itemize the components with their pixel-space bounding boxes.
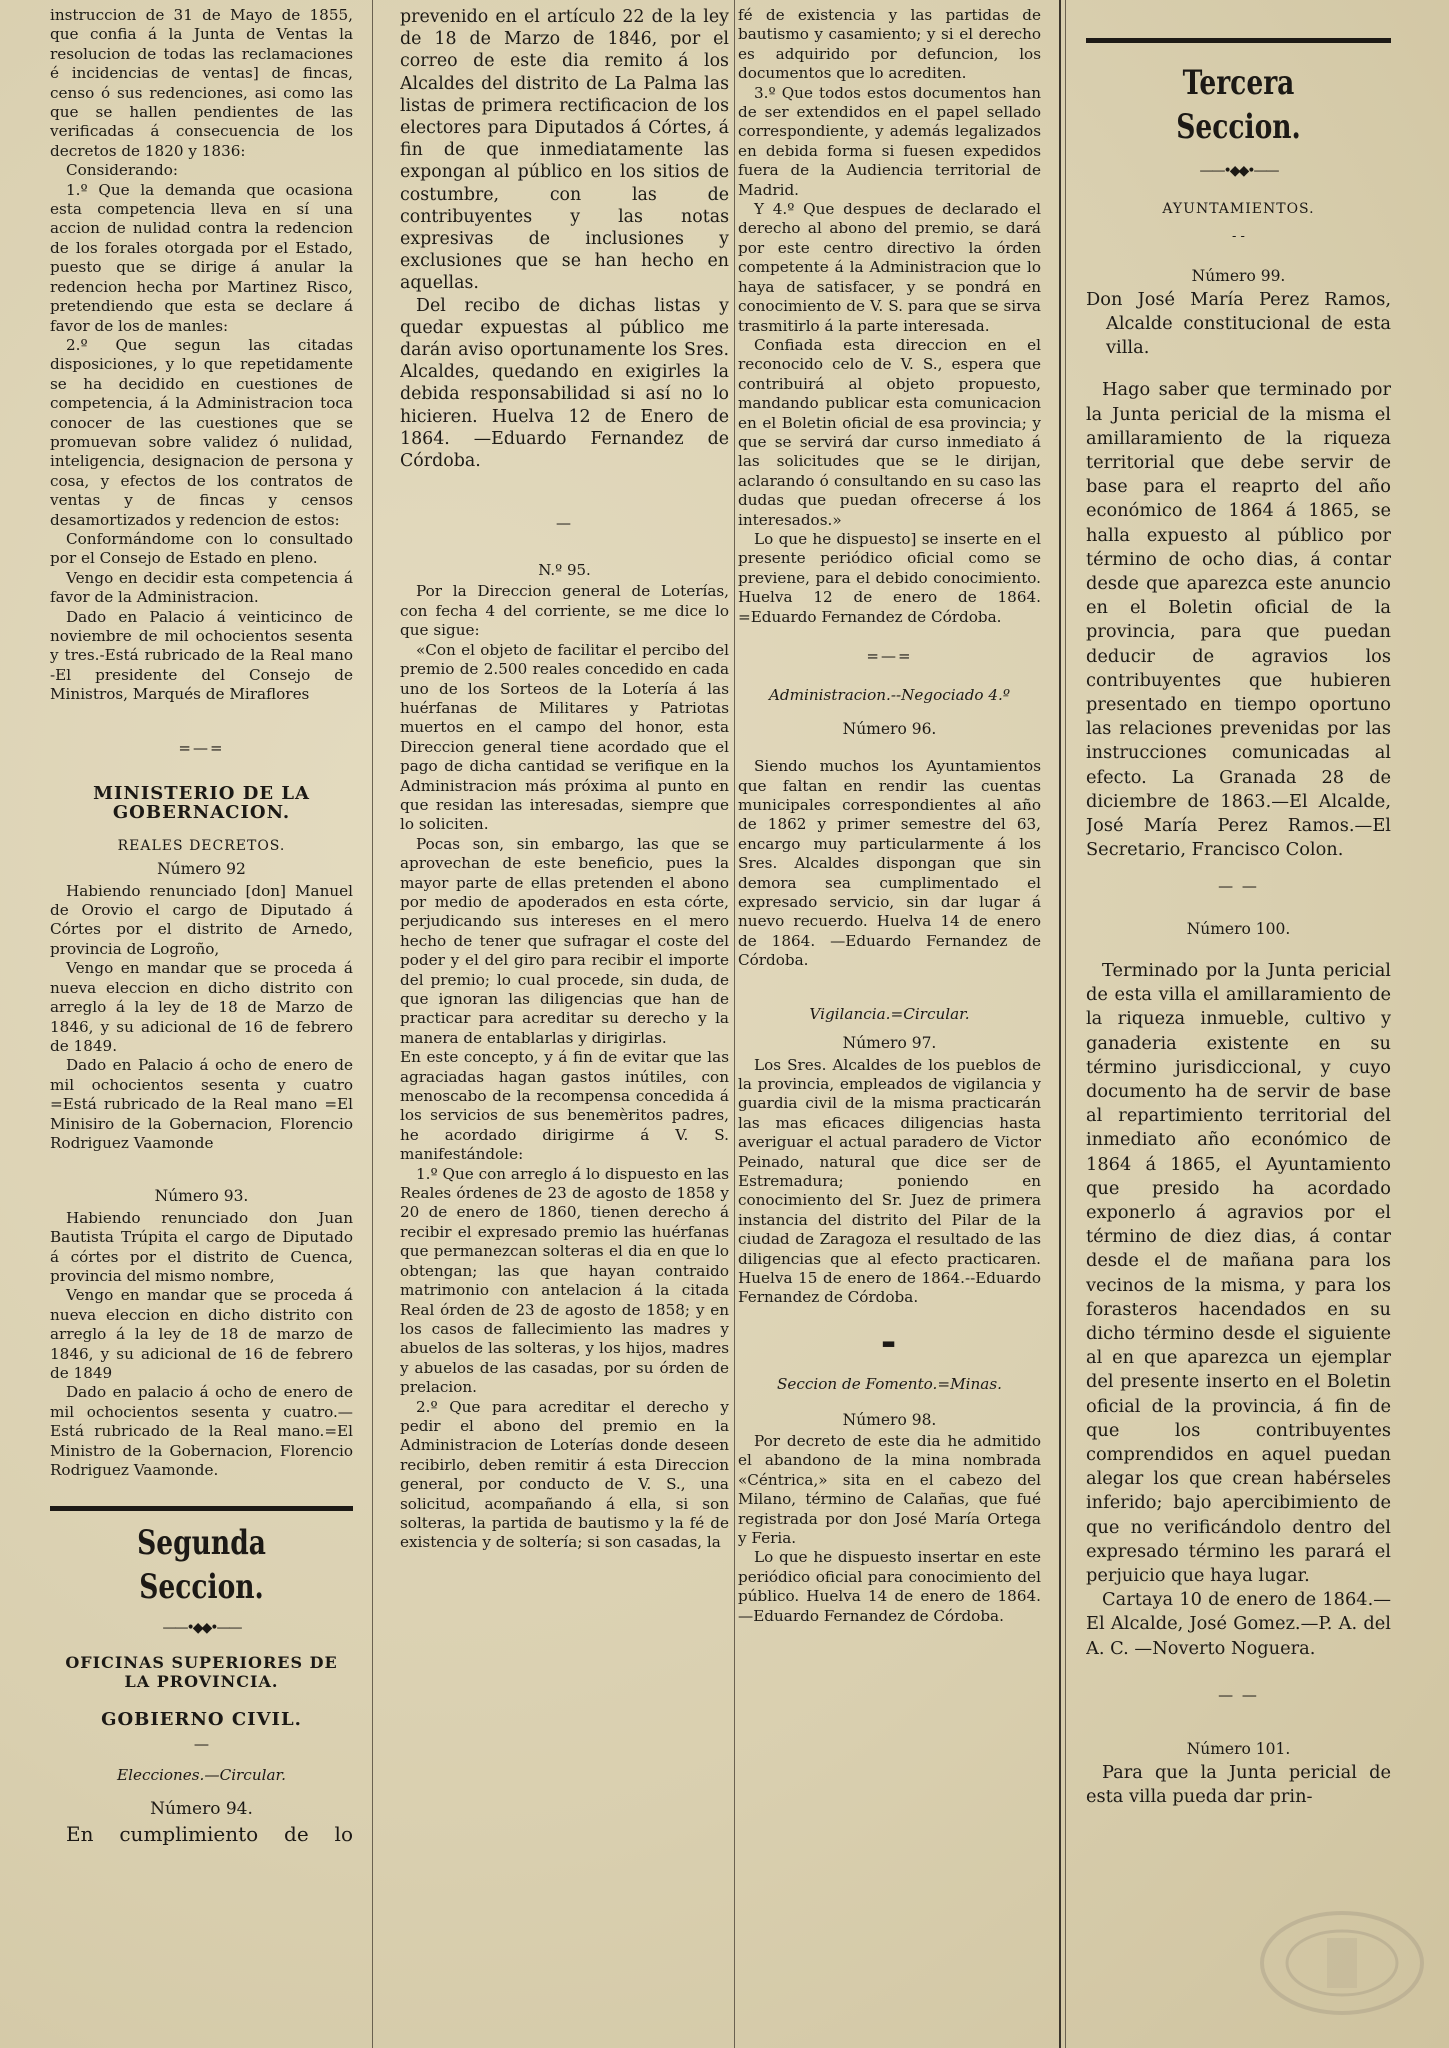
separator: - - bbox=[1232, 229, 1245, 245]
paragraph: 3.º Que todos estos documentos han de ser extendidos en el papel sellado correspondiente, y además legalizados en debida forma si fuesen expedidos fuera de la Audiencia territorial de Madrid. bbox=[738, 83, 1041, 199]
separator: ▬ bbox=[881, 1333, 898, 1352]
separator: — — bbox=[1218, 1685, 1259, 1704]
paragraph: 1.º Que con arreglo á lo dispuesto en las Reales órdenes de 23 de agosto de 1858 y 20 de enero de 1860, tienen derecho á recibir el expresado premio las huérfanas que permanezcan solteras el dia en que lo obtengan; las que hayan contraido matrimonio con antelacion á la citada Real órden de 23 de agosto de 1858; y en los casos de fallecimiento las madres y abuelos de las solteras, y los hijos, madres y abuelos de las casadas, por su órden de prelacion. bbox=[400, 1164, 729, 1397]
subsection-heading: Administracion.--Negociado 4.º bbox=[768, 686, 1011, 705]
paragraph: Vengo en mandar que se proceda á nueva eleccion en dicho distrito con arreglo á la ley de 18 de marzo de 1846, y su adicional de 16 de febrero de 1849 bbox=[50, 1286, 353, 1382]
ornament: ——•◆◆•—— bbox=[1199, 163, 1278, 179]
separator: =—= bbox=[178, 738, 225, 757]
subsection-heading: Vigilancia.=Circular. bbox=[809, 1004, 970, 1023]
paragraph: En cumplimiento de lo bbox=[66, 1822, 353, 1847]
paragraph: Lo que he dispuesto insertar en este periódico oficial para conocimiento del público. Huelva 14 de enero de 1864. —Eduardo Fernandez de Córdoba. bbox=[738, 1548, 1041, 1625]
paragraph: Terminado por la Junta pericial de esta villa el amillaramiento de la riqueza inmueble, cultivo y ganaderia existente en su término jurisdiccional, y cuyo documento ha de servir de base al repartimiento territorial del inmediato año económico de 1864 á 1865, el Ayuntamiento que presido ha acordado exponerlo á agravios por el término de diez dias, á contar desde el de mañana para los vecinos de la misma, y para los forasteros hacendados en su dicho término desde el siguiente al en que aparezca un ejemplar del presente inserto en el Boletin oficial de la provincia, á fin de que los contribuyentes comprendidos en aquel puedan alegar los que crean habérseles inferido; bajo apercibimiento de que no verificándolo dentro del expresado término les parará el perjuicio que haya lugar. bbox=[1086, 959, 1391, 1586]
paragraph: Habiendo renunciado [don] Manuel de Orovio el cargo de Diputado á Córtes por el distrito de Arnedo, provincia de Logroño, bbox=[50, 881, 353, 958]
separator: — — bbox=[1218, 877, 1259, 896]
library-stamp bbox=[1257, 1908, 1427, 2018]
paragraph: Y 4.º Que despues de declarado el derecho al abono del premio, se dará por este centro directivo la órden competente á la Administracion que lo haya de satisfacer, y se pondrá en conocimiento de V. S. para que se sirva trasmitirlo á la parte interesada. bbox=[738, 200, 1041, 335]
item-number: Número 100. bbox=[1186, 919, 1291, 938]
column-4 bbox=[1086, 6, 1391, 2042]
column-2 bbox=[400, 6, 729, 2042]
paragraph: Conformándome con lo consultado por el Consejo de Estado en pleno. bbox=[50, 529, 353, 568]
item-number: Número 98. bbox=[842, 1410, 937, 1429]
item-number: Número 99. bbox=[1191, 266, 1286, 285]
column-rule bbox=[372, 0, 373, 2048]
item-number: Número 96. bbox=[842, 719, 937, 738]
paragraph: Habiendo renunciado don Juan Bautista Trúpita el cargo de Diputado á córtes por el distrito de Cuenca, provincia del mismo nombre, bbox=[50, 1208, 353, 1285]
item-number: Número 94. bbox=[150, 1798, 253, 1819]
paragraph: Del recibo de dichas listas y quedar expuestas al público me darán aviso oportunamente los Sres. Alcaldes, quedando en exigirles la debida responsabilidad si así no lo hicieren. Huelva 12 de Enero de 1864. —Eduardo Fernandez de Córdoba. bbox=[400, 295, 729, 472]
offices-heading: OFICINAS SUPERIORES DE LA PROVINCIA. bbox=[65, 1652, 338, 1692]
paragraph: Por la Direccion general de Loterías, con fecha 4 del corriente, se me dice lo que sigue: bbox=[400, 582, 729, 640]
paragraph: Dado en palacio á ocho de enero de mil ochocientos sesenta y cuatro.—Está rubricado de la Real mano.=El Ministro de la Gobernacion, Florencio Rodriguez Vaamonde. bbox=[50, 1383, 353, 1480]
paragraph: Por decreto de este dia he admitido el abandono de la mina nombrada «Céntrica,» sita en el cabezo del Milano, término de Calañas, que fué registrada por don José María Ortega y Feria. bbox=[738, 1432, 1041, 1548]
column-rule bbox=[1065, 0, 1066, 2048]
paragraph: Don José María Perez Ramos, Alcalde constitucional de esta villa. bbox=[1086, 288, 1391, 359]
paragraph: Vengo en mandar que se proceda á nueva eleccion en dicho distrito con arreglo á la ley de 18 de Marzo de 1846, y su adicional de 16 de febrero de 1849. bbox=[50, 959, 353, 1055]
paragraph: Vengo en decidir esta competencia á favor de la Administracion. bbox=[50, 568, 353, 607]
paragraph: Hago saber que terminado por la Junta pericial de la misma el amillaramiento de la riqueza territorial que debe servir de base para el reaprto del año económico de 1864 á 1865, se halla expuesto al público por término de ocho dias, á contar desde que aparezca este anuncio en el Boletin oficial de la provincia, para que puedan deducir de agravios los contribuyentes que hubieren presentado en tiempo oportuno las relaciones prevenidas por las instrucciones comunicadas al efecto. La Granada 28 de diciembre de 1863.—El Alcalde, José María Perez Ramos.—El Secretario, Francisco Colon. bbox=[1086, 379, 1391, 861]
paragraph: Cartaya 10 de enero de 1864.—El Alcalde, José Gomez.—P. A. del A. C. —Noverto Noguera. bbox=[1086, 1589, 1391, 1659]
column-3 bbox=[738, 6, 1041, 2042]
ornament: ——•◆◆•—— bbox=[162, 1620, 241, 1637]
paragraph: prevenido en el artículo 22 de la ley de 18 de Marzo de 1846, por el correo de este dia remito á los Alcaldes del distrito de La Palma las listas de primera rectificacion de los electores para Diputados á Córtes, á fin de que inmediatamente las expongan al público en los sitios de costumbre, con las de contribuyentes y las notas expresivas de inclusiones y exclusiones que se han hecho en aquellas. bbox=[400, 7, 729, 294]
paragraph: Dado en Palacio á veinticinco de noviembre de mil ochocientos sesenta y tres.-Está rubricado de la Real mano -El presidente del Consejo de Ministros, Marqués de Miraflores bbox=[50, 607, 353, 704]
column-rule bbox=[1059, 0, 1061, 2048]
subsection-heading: Seccion de Fomento.=Minas. bbox=[777, 1375, 1002, 1394]
subsection-heading: Elecciones.—Circular. bbox=[117, 1766, 286, 1785]
paragraph: «Con el objeto de facilitar el percibo del premio de 2.500 reales concedido en cada uno de los Sorteos de la Lotería á las huérfanas de Militares y Patriotas muertos en el campo del honor, esta Direccion general tiene acordado que el pago de dicha cantidad se verifique en la Administracion más próxima al punto en que residan las interesadas, siempre que lo soliciten. bbox=[400, 640, 729, 834]
paragraph: Para que la Junta pericial de esta villa pueda dar prin- bbox=[1086, 1762, 1391, 1808]
gov-heading: GOBIERNO CIVIL. bbox=[101, 1708, 302, 1730]
separator: =—= bbox=[866, 647, 913, 665]
column-1 bbox=[50, 6, 353, 2042]
section-rule bbox=[50, 1506, 353, 1511]
paragraph: Confiada esta direccion en el reconocido celo de V. S., espera que contribuirá al objeto propuesto, mandando publicar esta comunicacion en el Boletin oficial de esa provincia; y que se servirá dar curso inmediato á las solicitudes que se le dirijan, aclarando ó consultando en su caso las dudas que puedan ofrecerse á los interesados.» bbox=[738, 335, 1041, 529]
item-number: N.º 95. bbox=[538, 561, 591, 580]
item-number: Número 92 bbox=[157, 860, 246, 879]
ayuntamientos-heading: AYUNTAMIENTOS. bbox=[1162, 201, 1315, 218]
paragraph: 2.º Que segun las citadas disposiciones, y lo que repetidamente se ha decidido en cuestiones de competencia, á la Administracion toca conocer de las cuestiones que se promuevan sobre validez ó nulidad, inteligencia, designacion de persona y cosa, y efectos de los contratos de ventas y de fincas y censos desamortizados y redencion de estos: bbox=[50, 335, 353, 529]
paragraph: Los Sres. Alcaldes de los pueblos de la provincia, empleados de vigilancia y guardia civil de la misma practicarán las mas eficaces diligencias hasta averiguar el actual paradero de Victor Peinado, natural que dice ser de Estremadura; poniendo en conocimiento del Sr. Juez de primera instancia del distrito del Pilar de la ciudad de Zaragoza el resultado de las diligencias que al efecto practicaren. Huelva 15 de enero de 1864.--Eduardo Fernandez de Córdoba. bbox=[738, 1055, 1041, 1307]
section-rule bbox=[1086, 38, 1391, 43]
item-number: Número 93. bbox=[154, 1187, 249, 1206]
paragraph: instruccion de 31 de Mayo de 1855, que confia á la Junta de Ventas la resolucion de todas las reclamaciones é incidencias de ventas] de fincas, censo ó sus redenciones, asi como las que se hallen pendientes de las verificadas á consecuencia de los decretos de 1820 y 1836: bbox=[50, 6, 353, 160]
paragraph: Siendo muchos los Ayuntamientos que faltan en rendir las cuentas municipales correspondientes al año de 1862 y primer semestre del 63, encargo muy particularmente á los Sres. Alcaldes dispongan que sin demora sea cumplimentado el expresado servicio, sin dar lugar á nuevo recuerdo. Huelva 14 de enero de 1864. —Eduardo Fernandez de Córdoba. bbox=[738, 757, 1041, 970]
item-number: Número 101. bbox=[1186, 1739, 1291, 1758]
paragraph: 2.º Que para acreditar el derecho y pedir el abono del premio en la Administracion de Loterías donde deseen recibirlo, deben remitir á esta Direccion general, por conducto de V. S., una solicitud, acompañando á ella, si son solteras, la partida de bautismo y la fé de existencia y de soltería; si son casadas, la bbox=[400, 1397, 729, 1552]
separator: — bbox=[556, 514, 573, 533]
paragraph: Dado en Palacio á ocho de enero de mil ochocientos sesenta y cuatro =Está rubricado de la Real mano =El Minisiro de la Gobernacion, Florencio Rodriguez Vaamonde bbox=[50, 1056, 353, 1152]
section-title: Tercera Seccion. bbox=[1176, 63, 1301, 147]
ministry-heading: MINISTERIO DE LA GOBERNACION. bbox=[93, 783, 310, 824]
paragraph: Considerando: bbox=[66, 161, 178, 180]
paragraph: fé de existencia y las partidas de bautismo y casamiento; y si el derecho es adquirido por defuncion, los documentos que lo acrediten. bbox=[738, 6, 1041, 83]
section-title: Segunda Seccion. bbox=[137, 1523, 266, 1608]
column-rule bbox=[734, 0, 735, 2048]
paragraph: En este concepto, y á fin de evitar que las agraciadas hagan gastos inútiles, con menoscabo de la recompensa concedida á los servicios de sus benemèritos padres, he acordado dirigirme á V. S. manifestándole: bbox=[400, 1048, 729, 1164]
separator: — bbox=[193, 1735, 210, 1754]
paragraph: Lo que he dispuesto] se inserte en el presente periódico oficial como se previene, para el debido conocimiento. Huelva 12 de enero de 1864. =Eduardo Fernandez de Córdoba. bbox=[738, 529, 1041, 626]
paragraph: 1.º Que la demanda que ocasiona esta competencia lleva en sí una accion de nulidad contra la redencion de los forales otorgada por el Estado, puesto que se dirige á anular la redencion hecha por Martinez Risco, pretendiendo que esta se declare á favor de los de manles: bbox=[50, 180, 353, 335]
paragraph: Pocas son, sin embargo, las que se aprovechan de este beneficio, pues la mayor parte de ellas pretenden el abono por medio de apoderados en esta córte, perjudicando sus intereses en el mero hecho de tener que sufragar el coste del poder y el del giro para recibir el importe del premio; lo cual procede, sin duda, de que ignoran las diligencias que han de practicar para acreditar su derecho y la manera de entablarlas y dirigirlas. bbox=[400, 834, 729, 1047]
decrees-heading: REALES DECRETOS. bbox=[117, 837, 286, 854]
item-number: Número 97. bbox=[842, 1034, 937, 1053]
